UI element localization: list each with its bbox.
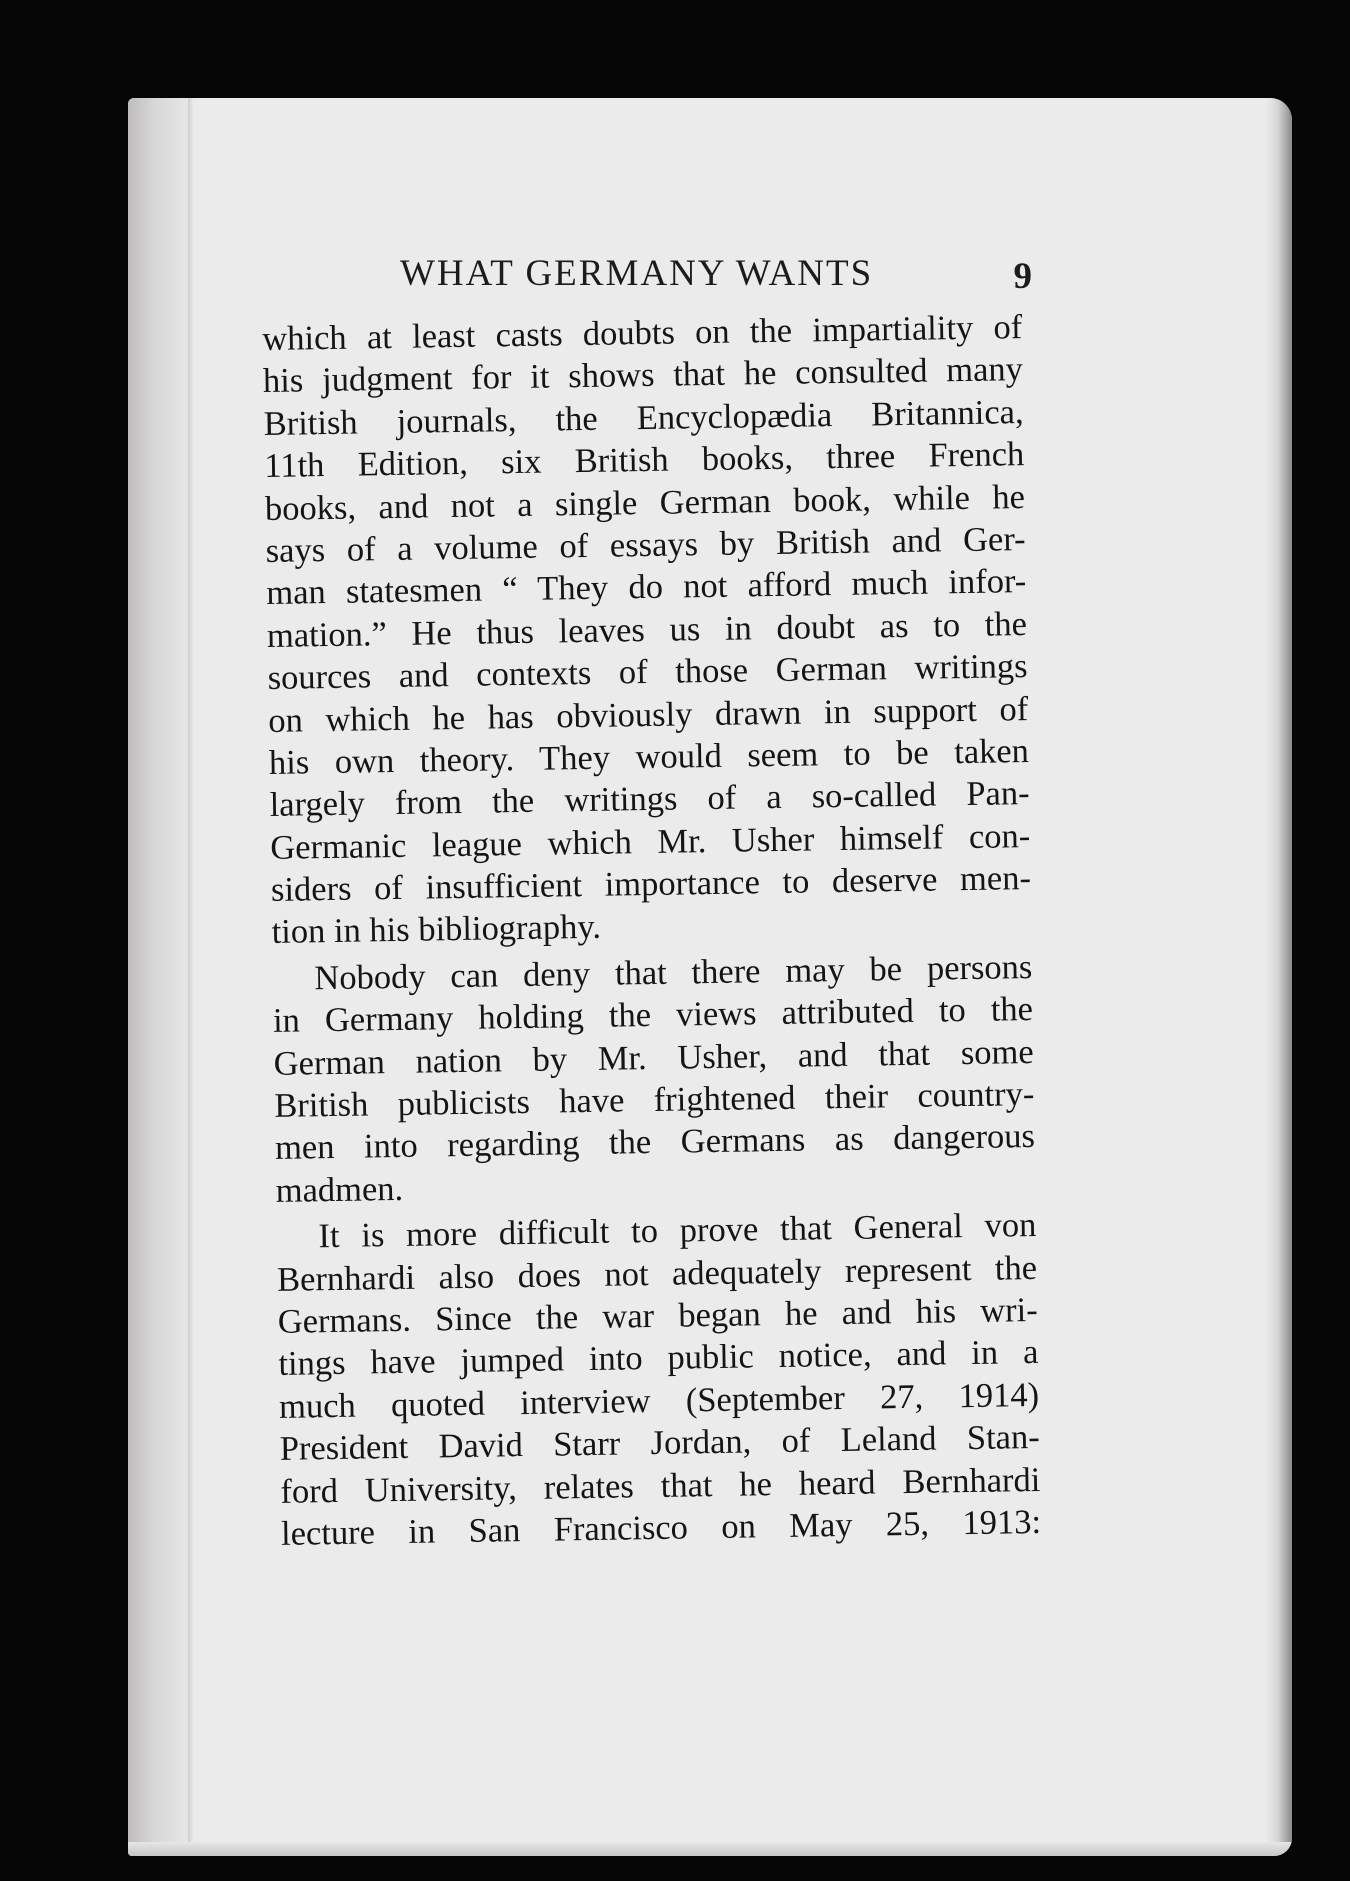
paragraph-2 bbox=[272, 946, 1036, 1212]
text-line: in Germany holding the views attributed to the bbox=[272, 990, 1034, 1041]
text-line: which at least casts doubts on the impartiality of bbox=[262, 308, 1023, 358]
text-line: tion in his bibliography. bbox=[271, 908, 602, 952]
text-line: 11th Edition, six British books, three French bbox=[264, 435, 1025, 486]
text-line: says of a volume of essays by British and Ger- bbox=[265, 519, 1026, 570]
text-line: sources and contexts of those German writings bbox=[267, 647, 1028, 698]
text-line: Bernhardi also does not adequately represent the bbox=[276, 1248, 1038, 1299]
text-line: man statesmen “ They do not afford much infor- bbox=[266, 562, 1027, 613]
text-line: Nobody can deny that there may be persons bbox=[314, 947, 1033, 998]
text-line: on which he has obviously drawn in support of bbox=[268, 689, 1029, 740]
text-line: madmen. bbox=[275, 1169, 404, 1210]
text-line: men into regarding the Germans as dangerous bbox=[274, 1117, 1036, 1168]
text-line: his judgment for it shows that he consulted many bbox=[262, 350, 1024, 401]
paragraph-1 bbox=[262, 306, 1032, 954]
text-line: British journals, the Encyclopædia Britannica, bbox=[263, 392, 1024, 443]
page-edge-right bbox=[1266, 98, 1292, 1856]
text-line: tings have jumped into public notice, and in a bbox=[278, 1333, 1039, 1384]
gutter-shadow bbox=[188, 98, 193, 1856]
page-number: 9 bbox=[1013, 256, 1032, 297]
body-text bbox=[262, 306, 1041, 1555]
text-line: Germanic league which Mr. Usher himself con- bbox=[270, 816, 1031, 867]
paragraph-3 bbox=[276, 1204, 1041, 1555]
text-line: siders of insufficient importance to deserve men- bbox=[270, 859, 1032, 910]
text-line: ford University, relates that he heard Bernhardi bbox=[280, 1460, 1041, 1511]
text-line: British publicists have frightened their country- bbox=[274, 1074, 1035, 1125]
text-line: mation.” He thus leaves us in doubt as to the bbox=[266, 604, 1028, 655]
text-line: German nation by Mr. Usher, and that some bbox=[273, 1032, 1034, 1083]
running-title: WHAT GERMANY WANTS bbox=[400, 253, 874, 294]
text-line: lecture in San Francisco on May 25, 1913: bbox=[280, 1502, 1042, 1553]
text-line: books, and not a single German book, while he bbox=[264, 477, 1026, 528]
page-edge-bottom bbox=[128, 1842, 1292, 1856]
text-line: It is more difficult to prove that General von bbox=[318, 1206, 1037, 1256]
text-line: largely from the writings of a so-called Pan- bbox=[269, 774, 1030, 825]
text-line: President David Starr Jordan, of Leland Stan- bbox=[279, 1418, 1040, 1469]
page-gutter bbox=[128, 98, 190, 1856]
page-header bbox=[400, 252, 1040, 312]
text-line: much quoted interview (September 27, 1914) bbox=[278, 1375, 1040, 1426]
text-line: Germans. Since the war began he and his wri- bbox=[277, 1290, 1038, 1341]
text-line: his own theory. They would seem to be taken bbox=[268, 731, 1030, 782]
